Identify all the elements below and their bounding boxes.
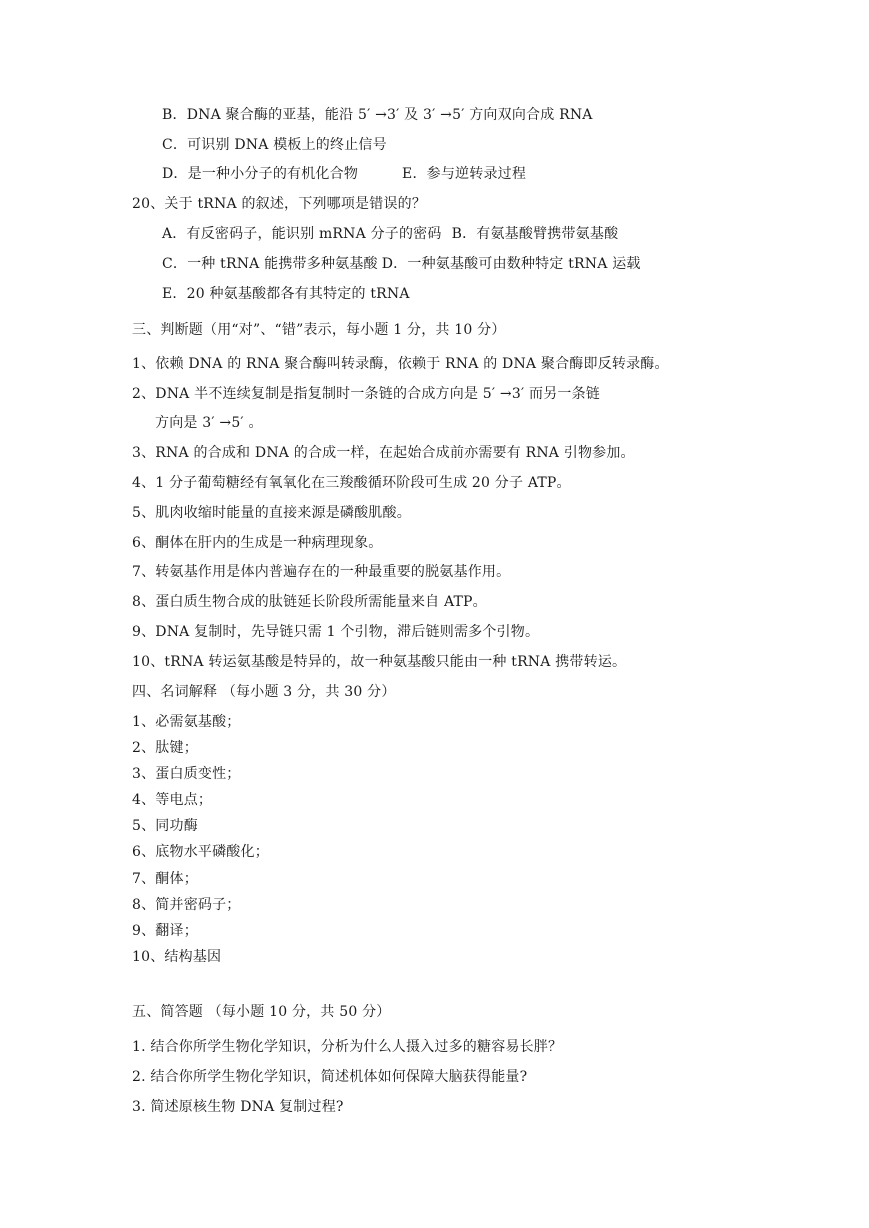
judge-item-4: 4、1 分子葡萄糖经有氧氧化在三羧酸循环阶段可生成 20 分子 ATP。 <box>132 475 571 491</box>
judge-item-2: 2、DNA 半不连续复制是指复制时一条链的合成方向是 5′ →3′ 而另一条链 <box>132 386 600 402</box>
judge-item-6: 6、酮体在肝内的生成是一种病理现象。 <box>132 535 383 551</box>
term-item-10: 10、结构基因 <box>132 949 222 965</box>
short-answer-2: 2. 结合你所学生物化学知识，简述机体如何保障大脑获得能量? <box>132 1069 528 1085</box>
q19-option-b: B．DNA 聚合酶的亚基，能沿 5′ →3′ 及 3′ →5′ 方向双向合成 RNA <box>162 107 593 123</box>
q20-option-a: A．有反密码子，能识别 mRNA 分子的密码 <box>162 226 442 242</box>
judge-item-8: 8、蛋白质生物合成的肽链延长阶段所需能量来自 ATP。 <box>132 594 487 610</box>
term-item-5: 5、同功酶 <box>132 818 198 834</box>
q20-option-e: E．20 种氨基酸都各有其特定的 tRNA <box>162 286 410 302</box>
term-item-4: 4、等电点； <box>132 792 213 808</box>
q20-option-c-d-line <box>162 255 641 273</box>
q19-option-e: E．参与逆转录过程 <box>402 166 527 182</box>
q20-option-a-b-line <box>162 225 618 243</box>
section3-title: 三、判断题（用“对”、“错”表示，每小题 1 分，共 10 分） <box>132 322 506 338</box>
judge-item-2-cont: 方向是 3′ →5′ 。 <box>155 415 263 431</box>
term-item-1: 1、必需氨基酸； <box>132 714 241 730</box>
section4-title: 四、名词解释 （每小题 3 分，共 30 分） <box>132 684 396 700</box>
q20-option-d: D．一种氨基酸可由数种特定 tRNA 运载 <box>381 256 641 272</box>
term-item-2: 2、肽键； <box>132 740 198 756</box>
term-item-3: 3、蛋白质变性； <box>132 766 241 782</box>
term-item-9: 9、翻译； <box>132 923 198 939</box>
q19-option-d: D．是一种小分子的有机化合物 <box>162 166 359 182</box>
term-item-8: 8、简并密码子； <box>132 897 241 913</box>
judge-item-5: 5、肌肉收缩时能量的直接来源是磷酸肌酸。 <box>132 505 411 521</box>
q20-option-c: C．一种 tRNA 能携带多种氨基酸 <box>162 256 378 272</box>
q19-option-c: C．可识别 DNA 模板上的终止信号 <box>162 137 387 153</box>
q20-option-b: B．有氨基酸臂携带氨基酸 <box>451 226 619 242</box>
q19-option-d-e-line <box>162 165 526 183</box>
judge-item-1: 1、依赖 DNA 的 RNA 聚合酶叫转录酶，依赖于 RNA 的 DNA 聚合酶即反转录酶。 <box>132 356 669 372</box>
judge-item-10: 10、tRNA 转运氨基酸是特异的，故一种氨基酸只能由一种 tRNA 携带转运。 <box>132 654 627 670</box>
judge-item-7: 7、转氨基作用是体内普遍存在的一种最重要的脱氨基作用。 <box>132 564 511 580</box>
short-answer-1: 1. 结合你所学生物化学知识，分析为什么人摄入过多的糖容易长胖？ <box>132 1039 563 1055</box>
q20-stem: 20、关于 tRNA 的叙述，下列哪项是错误的？ <box>132 196 427 212</box>
judge-item-3: 3、RNA 的合成和 DNA 的合成一样，在起始合成前亦需要有 RNA 引物参加。 <box>132 445 635 461</box>
judge-item-9: 9、DNA 复制时，先导链只需 1 个引物，滞后链则需多个引物。 <box>132 624 540 640</box>
term-item-7: 7、酮体； <box>132 871 198 887</box>
term-item-6: 6、底物水平磷酸化； <box>132 844 269 860</box>
short-answer-3: 3. 简述原核生物 DNA 复制过程? <box>132 1099 344 1115</box>
section5-title: 五、简答题 （每小题 10 分，共 50 分） <box>132 1004 391 1020</box>
